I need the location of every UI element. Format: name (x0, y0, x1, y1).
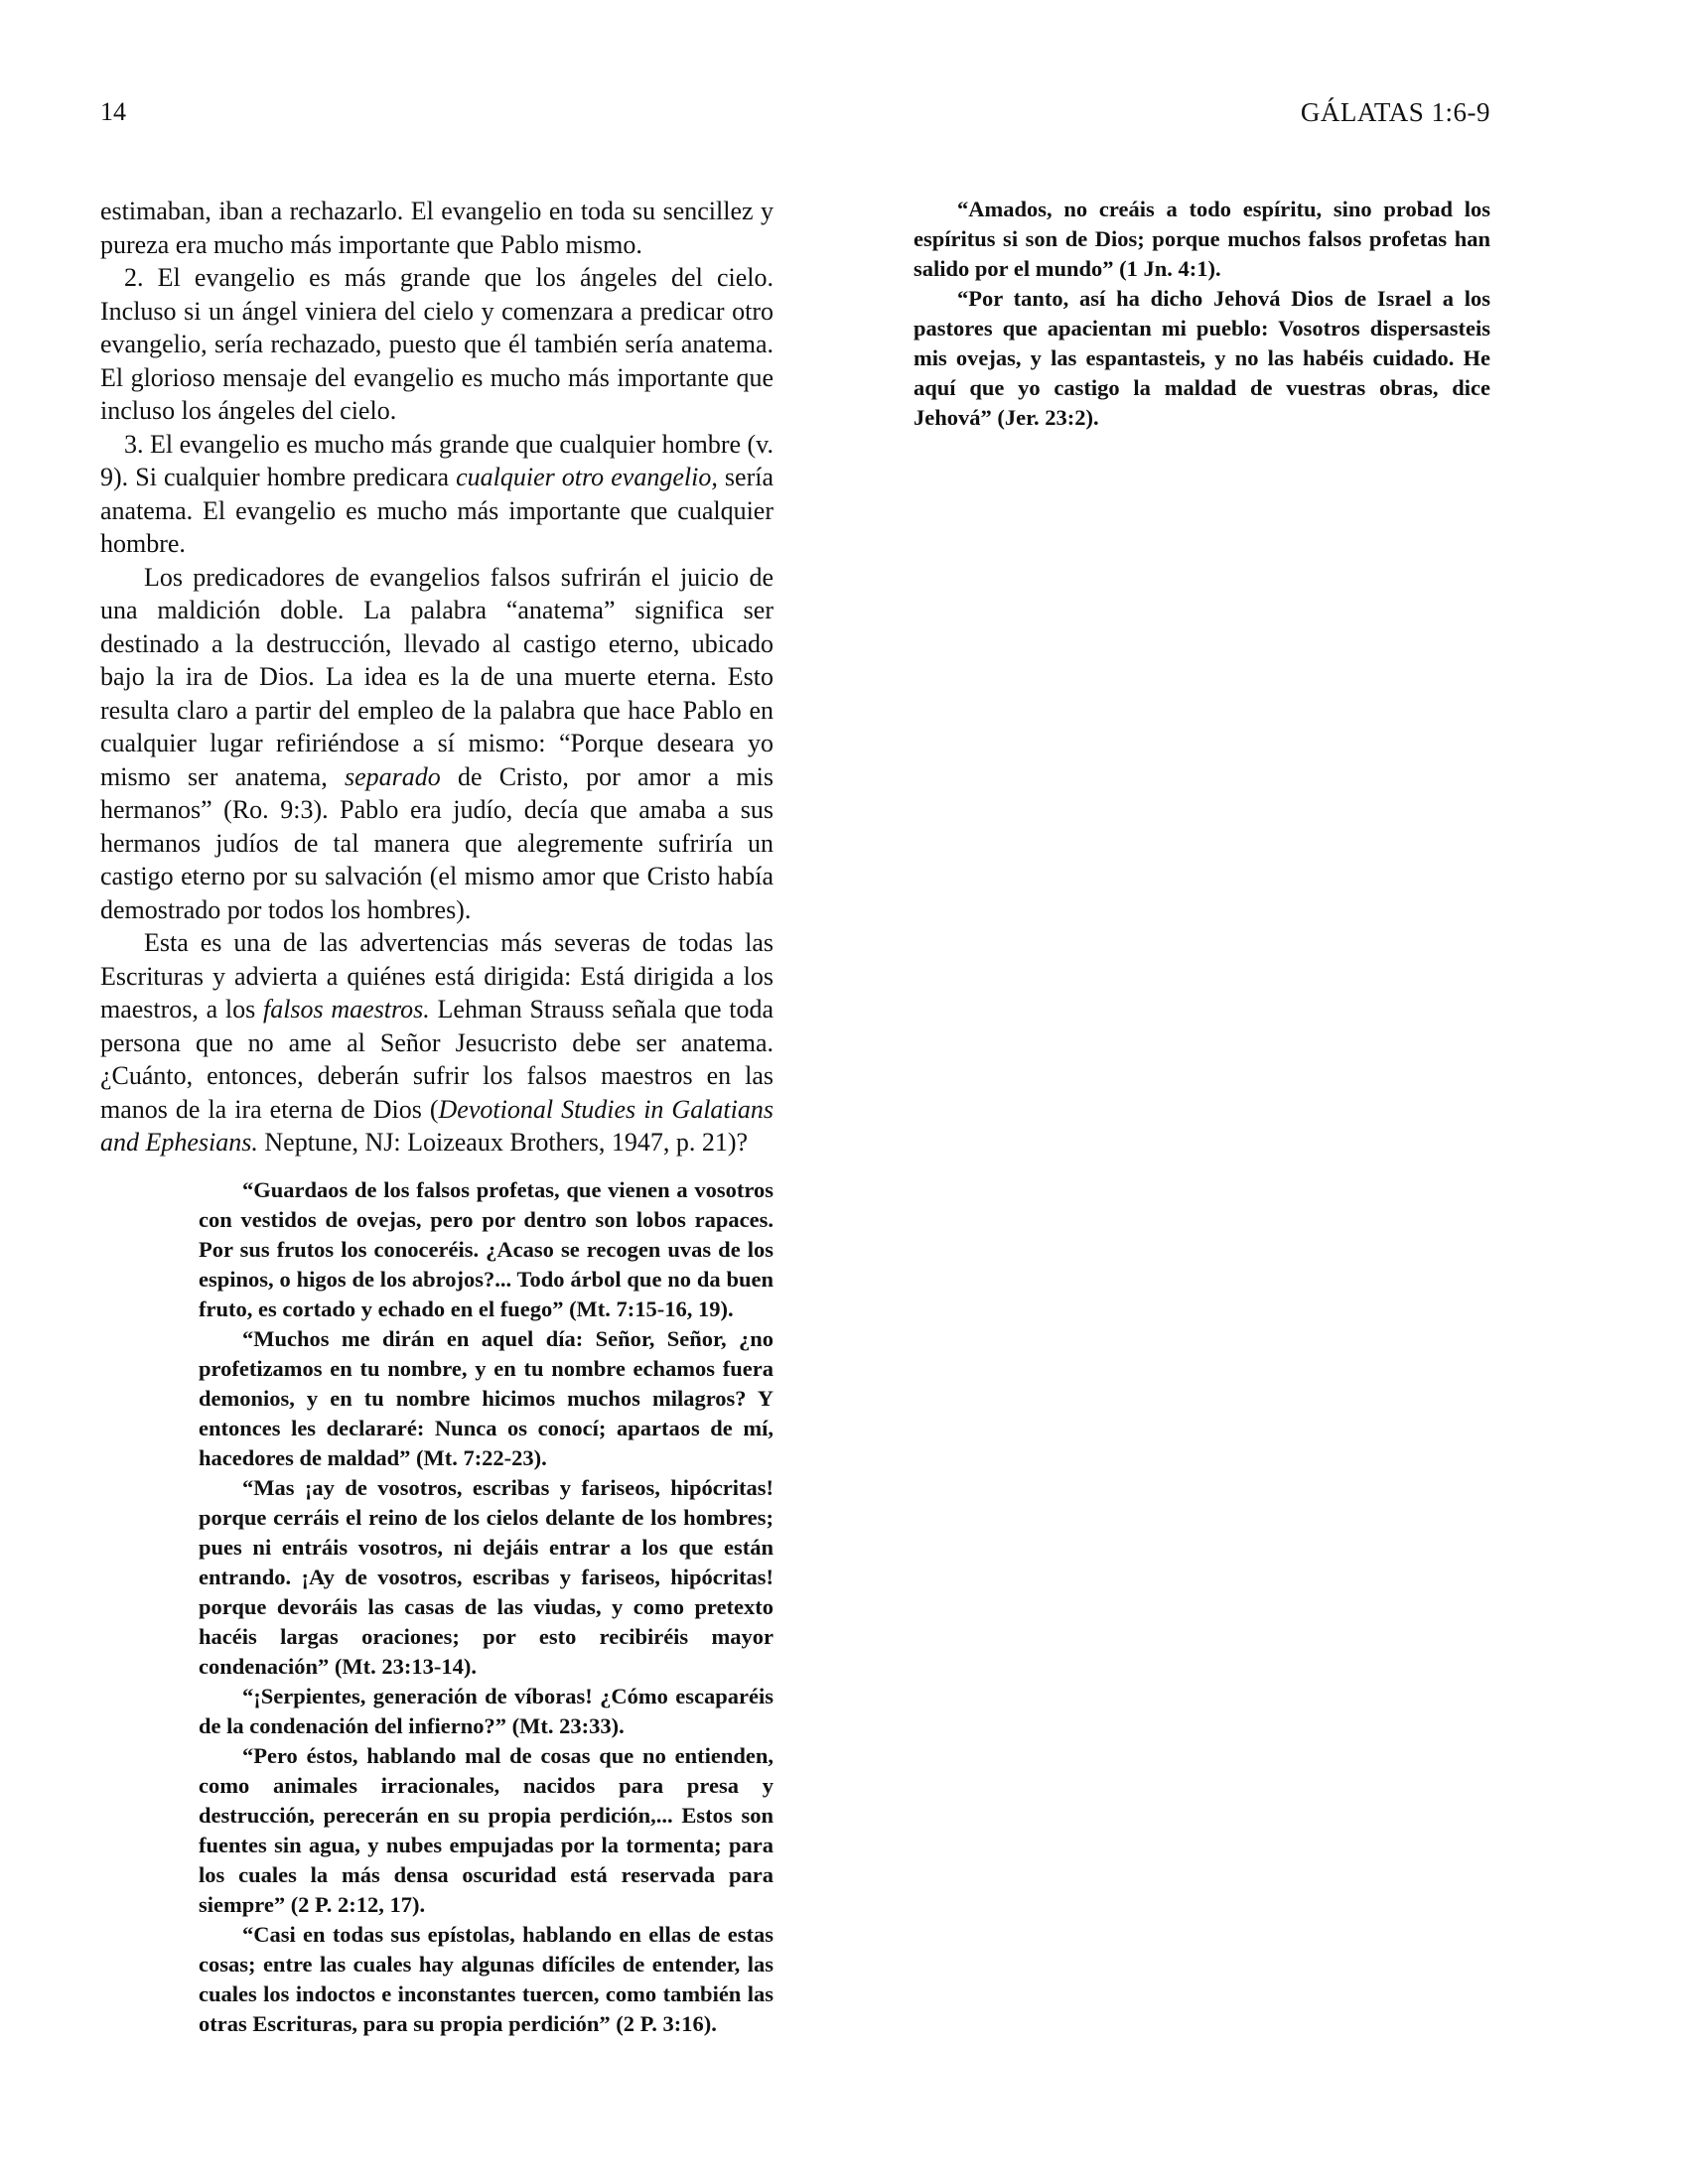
scripture-quote: “Mas ¡ay de vosotros, escribas y fariseos, hipócritas! porque cerráis el reino de los cielos delante de los hombres; pues ni entráis vosotros, ni dejáis entrar a los que están entrando. ¡Ay de vosotros, escribas y fariseos, hipócritas! porque devoráis las casas de las viudas, y como pretexto hacéis largas oraciones; por esto recibiréis mayor condenación” (Mt. 23:13-14). (199, 1474, 774, 1679)
scripture-quotes-block (199, 1175, 774, 2039)
list-point-3 (100, 428, 774, 561)
italic-phrase: separado (344, 761, 441, 791)
italic-phrase: cualquier otro evangelio, (456, 463, 718, 491)
scripture-quote: “Amados, no creáis a todo espíritu, sino probad los espíritus si son de Dios; porque muchos falsos profetas han salido por el mundo” (1 Jn. 4:1). (914, 197, 1490, 281)
italic-phrase: falsos maestros. (262, 995, 430, 1024)
running-head: GÁLATAS 1:6-9 (1300, 97, 1490, 127)
text-run: Lehman Strauss señala que toda persona que no ame al Señor Jesucristo debe ser anatema. ¿Cuánto, entonces, deberán sufrir los falsos maestros en las manos de la ira eterna de Dios ( (100, 995, 774, 1124)
text-run: 3. El evangelio es mucho más grande que cualquier hombre (v. 9). Si cualquier hombre predicara (100, 429, 774, 491)
body-paragraph (100, 561, 774, 927)
body-paragraph (100, 926, 774, 1160)
body-paragraph: estimaban, iban a rechazarlo. El evangelio en toda su sencillez y pureza era mucho más importante que Pablo mismo. (100, 197, 774, 259)
text-run: Los predicadores de evangelios falsos sufrirán el juicio de una maldición doble. La palabra “anatema” significa ser destinado a la destrucción, llevado al castigo eterno, ubicado bajo la ira de Dios. La idea es la de una muerte eterna. Esto resulta claro a partir del empleo de la palabra que hace Pablo en cualquier lugar refiriéndose a sí mismo: “Porque deseara yo mismo ser anatema, (100, 562, 774, 791)
scripture-quote: “Por tanto, así ha dicho Jehová Dios de Israel a los pastores que apacientan mi pueblo: Vosotros dispersasteis mis ovejas, y las espantasteis, y no las habéis cuidado. He aquí que yo castigo la maldad de vuestras obras, dice Jehová” (Jer. 23:2). (914, 286, 1490, 430)
scripture-quote: “Muchos me dirán en aquel día: Señor, Señor, ¿no profetizamos en tu nombre, y en tu nombre echamos fuera demonios, y en tu nombre hicimos muchos milagros? Y entonces les declararé: Nunca os conocí; apartaos de mí, hacedores de maldad” (Mt. 7:22-23). (199, 1325, 774, 1470)
page-header (100, 97, 1490, 131)
text-run: sería anatema. El evangelio es mucho más importante que cualquier hombre. (100, 463, 774, 558)
scripture-quote: “Casi en todas sus epístolas, hablando en ellas de estas cosas; entre las cuales hay algunas difíciles de entender, las cuales los indoctos e inconstantes tuercen, como también las otras Escrituras, para su propia perdición” (2 P. 3:16). (199, 1921, 774, 2036)
right-column (914, 195, 1490, 433)
list-point-2: 2. El evangelio es más grande que los ángeles del cielo. Incluso si un ángel viniera del cielo y comenzara a predicar otro evangelio, sería rechazado, puesto que él también sería anatema. El glorioso mensaje del evangelio es mucho más importante que incluso los ángeles del cielo. (100, 263, 774, 425)
text-run: Neptune, NJ: Loizeaux Brothers, 1947, p. 21)? (257, 1128, 749, 1157)
scripture-quote: “¡Serpientes, generación de víboras! ¿Cómo escaparéis de la condenación del infierno?” (Mt. 23:33). (199, 1683, 774, 1738)
text-run: Esta es una de las advertencias más severas de todas las Escrituras y advierta a quiénes está dirigida: Está dirigida a los maestros, a los (100, 928, 774, 1024)
scripture-quote: “Pero éstos, hablando mal de cosas que no entienden, como animales irracionales, nacidos para presa y destrucción, perecerán en su propia perdición,... Estos son fuentes sin agua, y nubes empujadas por la tormenta; para los cuales la más densa oscuridad está reservada para siempre” (2 P. 2:12, 17). (199, 1742, 774, 1917)
text-run: de Cristo, por amor a mis hermanos” (Ro. 9:3). Pablo era judío, decía que amaba a sus hermanos judíos de tal manera que alegremente sufriría un castigo eterno por su salvación (el mismo amor que Cristo había demostrado por todos los hombres). (100, 761, 774, 924)
book-title: Devotional Studies in Galatians and Ephesians. (100, 1094, 774, 1157)
scripture-quote: “Guardaos de los falsos profetas, que vienen a vosotros con vestidos de ovejas, pero por dentro son lobos rapaces. Por sus frutos los conoceréis. ¿Acaso se recogen uvas de los espinos, o higos de los abrojos?... Todo árbol que no da buen fruto, es cortado y echado en el fuego” (Mt. 7:15-16, 19). (199, 1176, 774, 1321)
page-number: 14 (100, 97, 126, 126)
left-column (100, 195, 774, 2039)
